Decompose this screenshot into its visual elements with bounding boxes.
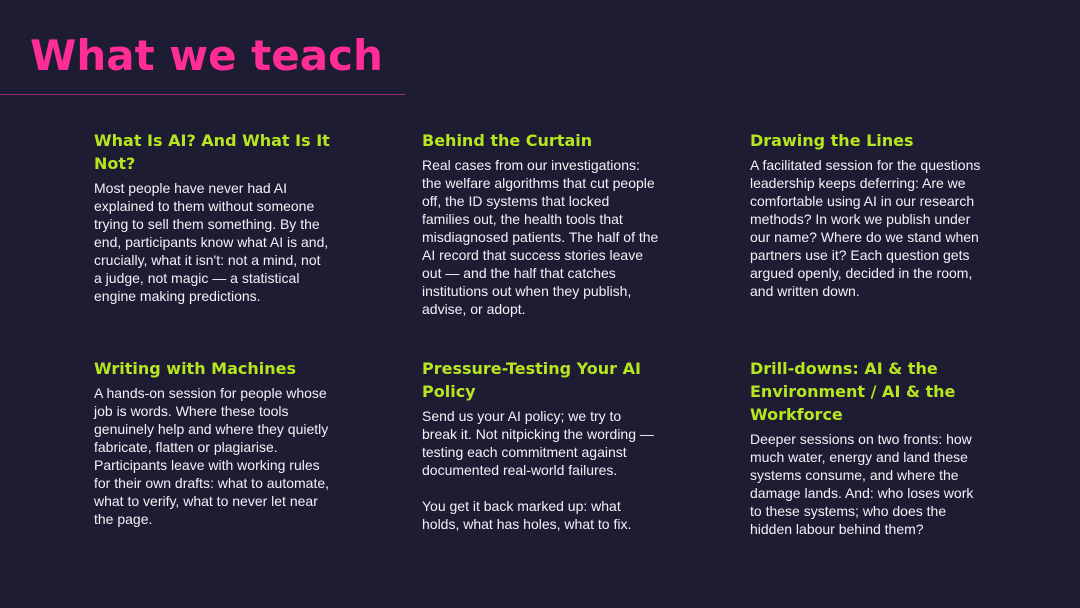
card-body: Real cases from our investigations: the welfare algorithms that cut people off, the ID systems that locked families out, the health tools that misdiagnosed patients. The half of the AI record that success stories leave out — and the half that catches institutions out when they publish, advise, or adopt. [422, 157, 659, 317]
card-pressure-testing-policy [422, 357, 660, 533]
title-divider [0, 94, 405, 95]
card-heading: Behind the Curtain [422, 131, 593, 150]
card-drill-downs [750, 357, 988, 538]
card-body: Send us your AI policy; we try to break it. Not nitpicking the wording — testing each commitment against documented real-world failures. [422, 408, 654, 478]
card-heading: Drawing the Lines [750, 131, 914, 150]
card-body: A facilitated session for the questions leadership keeps deferring: Are we comfortable using AI in our research methods? In work we publish under our name? Where do we stand when partners use it? Each question gets argued openly, decided in the room, and written down. [750, 157, 981, 299]
page-title: What we teach [30, 31, 383, 80]
card-heading: Pressure-Testing Your AI Policy [422, 359, 641, 401]
card-body: A hands-on session for people whose job is words. Where these tools genuinely help and where they quietly fabricate, flatten or plagiarise. Participants leave with working rules for their own drafts: what to automate, what to verify, what to never let near the page. [94, 385, 330, 527]
card-what-is-ai [94, 129, 332, 305]
card-heading: Writing with Machines [94, 359, 297, 378]
card-body: Deeper sessions on two fronts: how much water, energy and land these systems consume, and where the damage lands. And: who loses work to these systems; who does the hidden labour behind them? [750, 431, 974, 537]
card-body: Most people have never had AI explained to them without someone trying to sell them something. By the end, participants know what AI is and, crucially, what it isn't: not a mind, not a judge, not magic — a statistical engine making predictions. [94, 180, 329, 304]
card-body-followup: You get it back marked up: what holds, what has holes, what to fix. [422, 498, 632, 532]
card-writing-with-machines [94, 357, 332, 528]
card-heading: Drill-downs: AI & the Environment / AI & the Workforce [750, 359, 956, 424]
card-behind-the-curtain [422, 129, 660, 318]
card-drawing-the-lines [750, 129, 988, 300]
card-heading: What Is AI? And What Is It Not? [94, 131, 330, 173]
